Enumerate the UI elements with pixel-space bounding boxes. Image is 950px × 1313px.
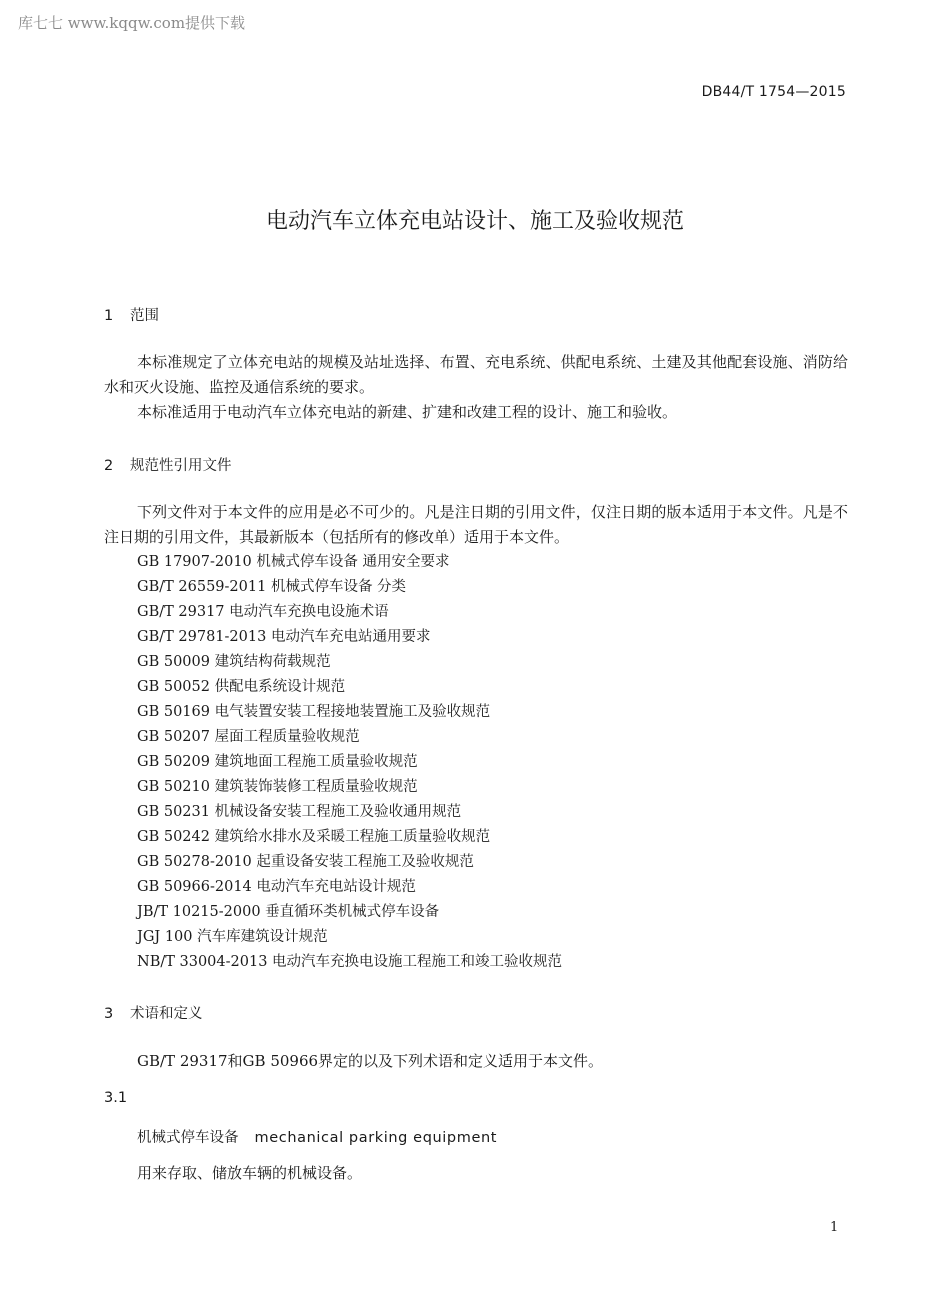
- section-3-heading: [104, 1002, 203, 1023]
- watermark: 库七七 www.kqqw.com提供下载: [18, 14, 246, 32]
- reference-item: JGJ 100 汽车库建筑设计规范: [137, 929, 328, 945]
- reference-item: GB 50052 供配电系统设计规范: [137, 679, 346, 695]
- reference-item: GB 50169 电气装置安装工程接地装置施工及验收规范: [137, 704, 491, 720]
- reference-item: NB/T 33004-2013 电动汽车充换电设施工程施工和竣工验收规范: [137, 954, 563, 970]
- term-english: mechanical parking equipment: [254, 1130, 498, 1146]
- reference-item: GB/T 26559-2011 机械式停车设备 分类: [137, 579, 407, 595]
- section-number: 2: [104, 458, 114, 474]
- reference-item: GB 50278-2010 起重设备安装工程施工及验收规范: [137, 854, 474, 870]
- document-number: DB44/T 1754—2015: [701, 84, 846, 100]
- section-number: 3: [104, 1006, 114, 1022]
- reference-list: [137, 550, 562, 975]
- term-heading: [137, 1126, 497, 1147]
- section-title: 规范性引用文件: [130, 458, 232, 474]
- page-number: 1: [830, 1220, 839, 1235]
- reference-item: GB/T 29781-2013 电动汽车充电站通用要求: [137, 629, 431, 645]
- reference-item: GB 50966-2014 电动汽车充电站设计规范: [137, 879, 416, 895]
- term-definition: 用来存取、储放车辆的机械设备。: [137, 1164, 363, 1182]
- reference-item: GB/T 29317 电动汽车充换电设施术语: [137, 604, 389, 620]
- reference-item: GB 50242 建筑给水排水及采暖工程施工质量验收规范: [137, 829, 491, 845]
- section-1-paragraph-2: 本标准适用于电动汽车立体充电站的新建、扩建和改建工程的设计、施工和验收。: [137, 403, 678, 421]
- section-2-heading: [104, 454, 232, 475]
- section-title: 术语和定义: [130, 1006, 203, 1022]
- section-title: 范围: [130, 308, 159, 324]
- reference-item: GB 50210 建筑装饰装修工程质量验收规范: [137, 779, 418, 795]
- reference-item: GB 50009 建筑结构荷载规范: [137, 654, 331, 670]
- document-title: 电动汽车立体充电站设计、施工及验收规范: [265, 209, 684, 234]
- reference-item: GB 50231 机械设备安装工程施工及验收通用规范: [137, 804, 462, 820]
- section-1-heading: [104, 304, 159, 325]
- reference-item: GB 50209 建筑地面工程施工质量验收规范: [137, 754, 418, 770]
- term-chinese: 机械式停车设备: [137, 1130, 239, 1146]
- section-3-intro: GB/T 29317和GB 50966界定的以及下列术语和定义适用于本文件。: [137, 1052, 604, 1070]
- reference-item: GB 17907-2010 机械式停车设备 通用安全要求: [137, 554, 450, 570]
- reference-item: JB/T 10215-2000 垂直循环类机械式停车设备: [137, 904, 440, 920]
- subsection-3-1-number: 3.1: [104, 1090, 128, 1106]
- section-2-intro: 下列文件对于本文件的应用是必不可少的。凡是注日期的引用文件，仅注日期的版本适用于本文件。凡是不注日期的引用文件，其最新版本（包括所有的修改单）适用于本文件。: [104, 503, 848, 546]
- section-1-paragraph-1: 本标准规定了立体充电站的规模及站址选择、布置、充电系统、供配电系统、土建及其他配套设施、消防给水和灭火设施、监控及通信系统的要求。: [104, 353, 848, 396]
- section-number: 1: [104, 308, 114, 324]
- reference-item: GB 50207 屋面工程质量验收规范: [137, 729, 360, 745]
